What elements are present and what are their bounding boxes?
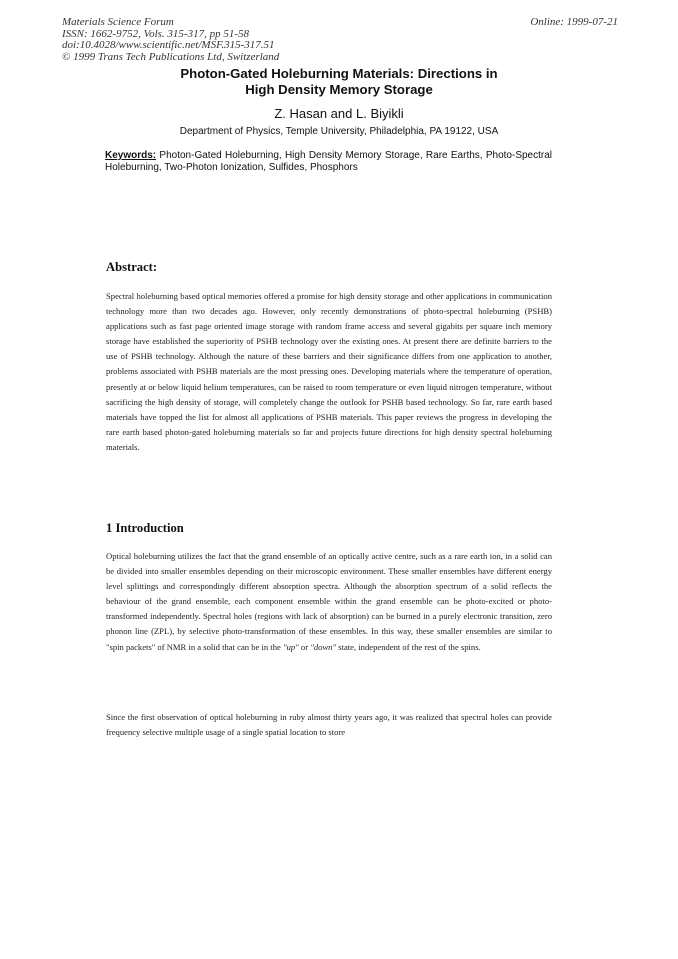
- intro-p1-end: state, independent of the rest of the spins.: [336, 641, 481, 652]
- paper-title: [0, 66, 678, 98]
- online-date: Online: 1999-07-21: [530, 16, 618, 28]
- title-line-2: High Density Memory Storage: [245, 82, 433, 97]
- abstract-heading: Abstract:: [106, 260, 158, 274]
- intro-p1-main: Optical holeburning utilizes the fact that the grand ensemble of an optically active centre, such as a rare earth ion, in a solid can be divided into smaller ensembles depending on their microscopic environment. These smaller ensembles have different energy level splittings and correspondingly different absorption spectra. Although the absorption spectrum of a solid reflects the behaviour of the grand ensemble, each component ensemble within the grand ensemble can be photo-excited or photo-transformed independently. Spectral holes (regions with lack of absorption) can be burned in a purely electronic transition, zero phonon line (ZPL), by selective photo-transformation of these ensembles. In this way, these smaller ensembles are similar to "spin packets" of NMR in a solid that can be in the: [106, 551, 552, 652]
- keywords-label: Keywords:: [105, 150, 157, 161]
- introduction-heading: 1 Introduction: [106, 521, 184, 535]
- intro-p1-down: "down": [310, 641, 337, 652]
- intro-p1-up: "up": [282, 641, 299, 652]
- intro-paragraph-2: Since the first observation of optical holeburning in ruby almost thirty years ago, it was realized that spectral holes can provide frequency selective multiple usage of a single spatial location to store: [106, 712, 552, 738]
- abstract-text: Spectral holeburning based optical memories offered a promise for high density storage and other applications in communication technology more than two decades ago. However, only recently demonstrations of photo-spectral holeburning (PSHB) applications such as fast page oriented image storage with random frame access and several gigabits per square inch memory storage have established the superiority of PSHB technology over the existing ones. At present there are definite barriers to the use of PSHB technology. Although the nature of these barriers and their significance differs from one application to another, problems associated with PSHB materials are the most pressing ones. Developing materials where the temperature of operation, presently at or below liquid helium temperatures, can be raised to room temperature or even liquid nitrogen temperature, without sacrificing the high density of storage, will completely change the outlook for PSHB based technology. So far, rare earth based materials have topped the list for almost all applications of PSHB materials. This paper reviews the progress in developing the rare earth based photon-gated holeburning materials so far and projects future directions for high density spectral holeburning materials.: [106, 291, 552, 452]
- journal-name: Materials Science Forum: [62, 16, 174, 28]
- copyright-line: © 1999 Trans Tech Publications Ltd, Switzerland: [62, 50, 280, 63]
- keywords-text: Photon-Gated Holeburning, High Density Memory Storage, Rare Earths, Photo-Spectral Holeburning, Two-Photon Ionization, Sulfides, Phosphors: [105, 150, 553, 173]
- authors: Z. Hasan and L. Biyikli: [274, 106, 404, 121]
- affiliation: Department of Physics, Temple University, Philadelphia, PA 19122, USA: [179, 126, 499, 137]
- keywords: [105, 150, 552, 174]
- intro-p1-or: or: [298, 641, 311, 652]
- issn-line: ISSN: 1662-9752, Vols. 315-317, pp 51-58: [62, 27, 249, 40]
- doi-line: doi:10.4028/www.scientific.net/MSF.315-317.51: [62, 39, 275, 51]
- title-line-1: Photon-Gated Holeburning Materials: Directions in: [180, 66, 498, 81]
- journal-header: [62, 17, 279, 63]
- intro-paragraph-1: [106, 549, 552, 655]
